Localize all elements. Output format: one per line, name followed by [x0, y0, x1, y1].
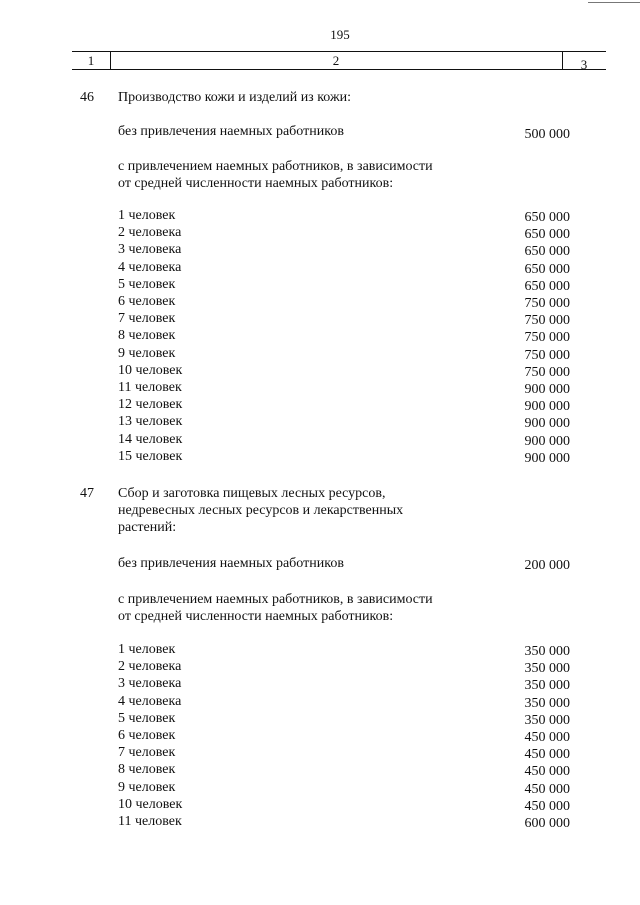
row-label: 13 человек — [118, 414, 183, 430]
row-amount: 450 000 — [524, 764, 570, 780]
title-line: Сбор и заготовка пищевых лесных ресурсов, — [118, 486, 386, 501]
employee-count-row — [118, 727, 570, 744]
without-employees-row — [118, 123, 570, 140]
corner-mark — [588, 2, 640, 3]
employee-count-row — [118, 448, 570, 465]
employee-count-row — [118, 276, 570, 293]
row-label: 6 человек — [118, 294, 176, 309]
employee-count-row — [118, 761, 570, 778]
employee-count-row — [118, 413, 570, 430]
row-amount: 450 000 — [524, 798, 570, 814]
row-amount: 200 000 — [524, 558, 570, 573]
row-label: 10 человек — [118, 796, 183, 812]
employee-count-row — [118, 641, 570, 658]
employee-count-row — [118, 327, 570, 344]
row-amount: 650 000 — [524, 261, 570, 277]
row-amount: 600 000 — [524, 816, 570, 831]
title-line: растений: — [118, 520, 177, 535]
employee-count-row — [118, 224, 570, 241]
employee-count-row — [118, 396, 570, 413]
employee-count-row — [118, 796, 570, 813]
item-number: 47 — [80, 486, 94, 501]
without-employees-row — [118, 555, 570, 572]
heading-line: от средней численности наемных работников: — [118, 609, 394, 624]
row-label: 10 человек — [118, 362, 183, 378]
employee-count-row — [118, 658, 570, 675]
row-label: 7 человек — [118, 745, 176, 761]
row-amount: 350 000 — [524, 695, 570, 711]
column-header-1: 1 — [87, 53, 95, 68]
row-amount: 750 000 — [524, 296, 570, 311]
row-amount: 500 000 — [524, 127, 570, 142]
row-amount: 900 000 — [524, 399, 570, 415]
row-amount: 450 000 — [524, 730, 570, 745]
heading-line: с привлечением наемных работников, в зависимости — [118, 159, 433, 174]
row-amount: 350 000 — [524, 712, 570, 728]
row-label: 7 человек — [118, 311, 176, 327]
with-employees-heading — [118, 591, 478, 625]
row-amount: 900 000 — [524, 450, 570, 466]
row-label: 9 человек — [118, 345, 176, 361]
row-amount: 750 000 — [524, 313, 570, 329]
row-label: 12 человек — [118, 397, 183, 413]
employee-count-row — [118, 813, 570, 830]
row-amount: 650 000 — [524, 278, 570, 294]
row-label: 11 человек — [118, 814, 182, 829]
employee-count-row — [118, 310, 570, 327]
employee-count-row — [118, 693, 570, 710]
employee-count-row — [118, 241, 570, 258]
row-amount: 900 000 — [524, 382, 570, 397]
employee-count-row — [118, 345, 570, 362]
column-header-2: 2 — [332, 53, 340, 68]
employee-count-row — [118, 744, 570, 761]
row-label: 1 человек — [118, 208, 176, 223]
employee-count-row — [118, 362, 570, 379]
column-header-3: 3 — [580, 57, 588, 72]
row-label: 4 человека — [118, 259, 182, 275]
employee-count-row — [118, 207, 570, 224]
employee-count-row — [118, 431, 570, 448]
row-amount: 350 000 — [524, 661, 570, 677]
row-label: 4 человека — [118, 693, 182, 709]
row-amount: 900 000 — [524, 416, 570, 432]
row-label: 1 человек — [118, 642, 176, 657]
row-label: 3 человека — [118, 242, 182, 258]
employee-count-row — [118, 779, 570, 796]
employee-count-row — [118, 710, 570, 727]
row-label: 9 человек — [118, 779, 176, 795]
row-label: 6 человек — [118, 728, 176, 743]
row-label: 5 человек — [118, 276, 176, 292]
row-amount: 650 000 — [524, 244, 570, 260]
row-amount: 750 000 — [524, 330, 570, 346]
employee-count-row — [118, 675, 570, 692]
heading-line: от средней численности наемных работников: — [118, 176, 394, 191]
row-label: 8 человек — [118, 328, 176, 344]
row-amount: 750 000 — [524, 364, 570, 380]
employee-count-row — [118, 293, 570, 310]
heading-line: с привлечением наемных работников, в зависимости — [118, 592, 433, 607]
with-employees-heading — [118, 158, 478, 192]
column-header-row — [72, 51, 606, 70]
item-number: 46 — [80, 90, 94, 105]
row-label: 11 человек — [118, 380, 182, 395]
item-title — [118, 485, 448, 536]
row-amount: 650 000 — [524, 210, 570, 225]
item-title: Производство кожи и изделий из кожи: — [118, 90, 352, 105]
row-label: 2 человека — [118, 659, 182, 675]
row-label: 3 человека — [118, 676, 182, 692]
row-amount: 650 000 — [524, 227, 570, 243]
row-amount: 750 000 — [524, 347, 570, 363]
row-label: 2 человека — [118, 225, 182, 241]
row-label: 14 человек — [118, 431, 183, 447]
page-number: 195 — [330, 27, 350, 42]
employee-count-row — [118, 379, 570, 396]
row-label: 15 человек — [118, 448, 183, 464]
row-amount: 350 000 — [524, 644, 570, 659]
row-label: без привлечения наемных работников — [118, 556, 344, 571]
row-label: без привлечения наемных работников — [118, 124, 344, 139]
employee-count-row — [118, 259, 570, 276]
row-label: 5 человек — [118, 710, 176, 726]
title-line: недревесных лесных ресурсов и лекарственных — [118, 503, 404, 518]
row-amount: 900 000 — [524, 433, 570, 449]
row-amount: 450 000 — [524, 781, 570, 797]
row-label: 8 человек — [118, 762, 176, 778]
row-amount: 450 000 — [524, 747, 570, 763]
row-amount: 350 000 — [524, 678, 570, 694]
